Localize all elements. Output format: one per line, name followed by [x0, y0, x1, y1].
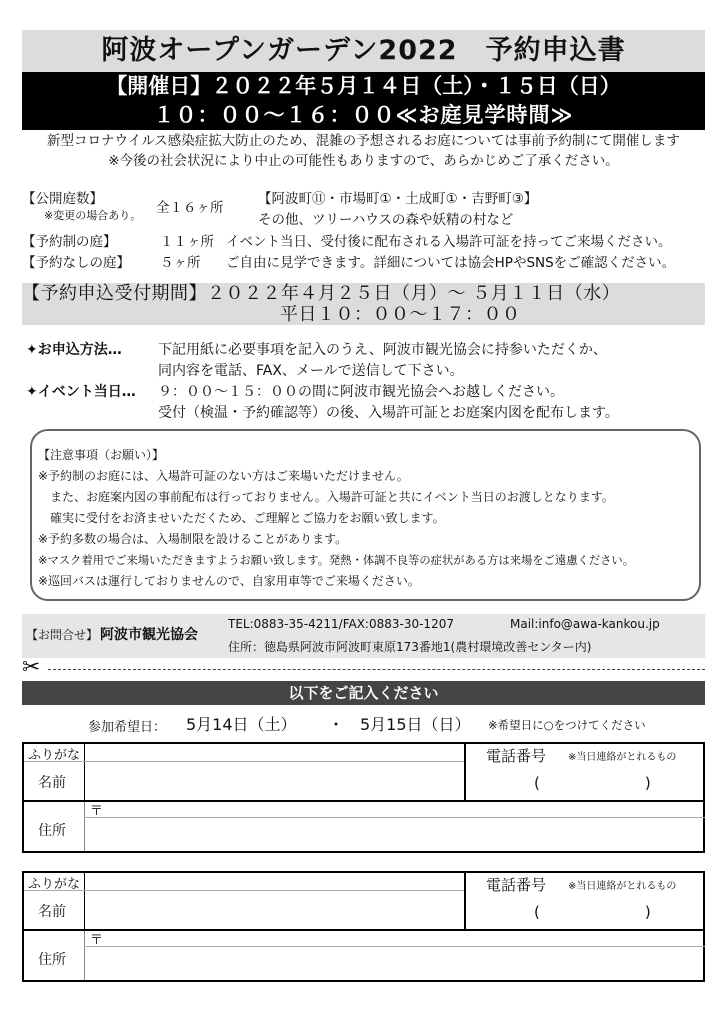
date-selection-label: 参加希望日：	[88, 720, 167, 735]
notice-title: 【注意事項（お願い）】	[38, 448, 165, 462]
open-gardens-label: 【公開庭数】	[22, 191, 103, 207]
open-gardens-extra: その他、ツリーハウスの森や妖精の村など	[258, 212, 514, 228]
reserved-gardens-count: １１ヶ所	[160, 234, 214, 250]
furigana-label: ふりがな	[28, 748, 81, 763]
address-divider	[24, 929, 703, 931]
notice-line: また、お庭案内図の事前配布は行っておりません。入場許可証と共にイベント当日のお渡しとなります。	[38, 490, 614, 504]
phone-input[interactable]: ( )	[534, 774, 651, 792]
notice-line: ※予約制のお庭には、入場許可証のない方はご来場いただけません。	[38, 469, 409, 483]
contact-email: Mail:info@awa-kankou.jp	[510, 617, 660, 631]
phone-column-divider	[464, 873, 466, 929]
reserved-gardens-label: 【予約制の庭】	[22, 234, 117, 250]
open-gardens-list: 【阿波町⑪・市場町①・土成町①・吉野町③】	[258, 191, 538, 207]
notice-line: ※マスク着用でご来場いただきますようお願い致します。発熱・体調不良等の症状がある方は来場をご遠慮ください。	[38, 554, 635, 567]
contact-organization: 阿波市観光協会	[100, 627, 198, 643]
cut-line	[48, 669, 705, 670]
period-dates: 【予約申込受付期間】２０２２年４月２５日（月）～ ５月１１日（水）	[22, 283, 621, 304]
label-column-divider	[84, 873, 85, 929]
postal-divider	[84, 817, 705, 818]
intro-line-2: ※今後の社会状況により中止の可能性もありますので、あらかじめご了承ください。	[108, 153, 619, 169]
address-label: 住所	[38, 823, 66, 839]
furigana-divider	[24, 890, 464, 891]
furigana-label: ふりがな	[28, 877, 81, 892]
apply-method-text-2: 同内容を電話、FAX、メールで送信して下さい。	[158, 363, 464, 379]
name-label: 名前	[38, 775, 66, 791]
application-form-2	[22, 871, 705, 982]
label-column-divider	[84, 800, 85, 851]
intro-line-1: 新型コロナウイルス感染症拡大防止のため、混雑の予想されるお庭については事前予約制にて開催します	[47, 133, 680, 149]
notice-line: ※巡回バスは運行しておりませんので、自家用車等でご来場ください。	[38, 574, 420, 588]
date-option-may15[interactable]: 5月15日（日）	[360, 715, 471, 734]
phone-column-divider	[464, 744, 466, 800]
date-option-may14[interactable]: 5月14日（土）	[186, 715, 297, 734]
notice-line: 確実に受付をお済ませいただくため、ご理解とご協力をお願い致します。	[38, 511, 445, 525]
apply-method-label: ✦お申込方法…	[26, 342, 122, 358]
address-divider	[24, 800, 703, 802]
event-time-line: １０：００～１６：００≪お庭見学時間≫	[153, 103, 574, 127]
date-selection-note: ※希望日に○をつけてください	[488, 718, 646, 732]
notice-line: ※予約多数の場合は、入場制限を設けることがあります。	[38, 532, 348, 546]
postal-mark: 〒	[90, 933, 104, 948]
event-day-text-1: ９：００～１５：００の間に阿波市観光協会へお越しください。	[158, 384, 564, 400]
free-gardens-count: ５ヶ所	[160, 255, 201, 271]
application-form-1	[22, 742, 705, 853]
label-column-divider	[84, 929, 85, 980]
contact-label: 【お問合せ】	[26, 628, 99, 642]
furigana-divider	[24, 761, 464, 762]
event-day-text-2: 受付（検温・予約確認等）の後、入場許可証とお庭案内図を配布します。	[158, 405, 619, 421]
contact-address: 住所：徳島県阿波市阿波町東原173番地1(農村環境改善センター内)	[228, 640, 592, 654]
page-title: 阿波オープンガーデン2022 予約申込書	[22, 30, 705, 72]
phone-label: 電話番号	[486, 747, 547, 765]
name-label: 名前	[38, 904, 66, 920]
label-column-divider	[84, 744, 85, 800]
address-label: 住所	[38, 952, 66, 968]
notice-box	[30, 429, 701, 601]
open-gardens-note: ※変更の場合あり。	[44, 209, 142, 222]
form-header: 以下をご記入ください	[22, 681, 705, 705]
phone-input[interactable]: ( )	[534, 903, 651, 921]
intro-text	[22, 131, 705, 171]
name-input[interactable]	[86, 763, 462, 798]
postal-mark: 〒	[90, 804, 104, 819]
free-gardens-desc: ご自由に見学できます。詳細については協会HPやSNSをご確認ください。	[226, 255, 676, 271]
reservation-period	[22, 283, 705, 325]
name-input[interactable]	[86, 892, 462, 927]
scissors-icon: ✂	[22, 655, 41, 680]
apply-method-text-1: 下記用紙に必要事項を記入のうえ、阿波市観光協会に持参いただくか、	[158, 342, 607, 358]
reserved-gardens-desc: イベント当日、受付後に配布される入場許可証を持ってご来場ください。	[226, 234, 672, 250]
period-hours: 平日１０：００～１７：００	[280, 304, 521, 325]
phone-note: ※当日連絡がとれるもの	[568, 752, 677, 763]
phone-note: ※当日連絡がとれるもの	[568, 881, 677, 892]
event-date-banner	[22, 72, 705, 130]
contact-info	[22, 614, 705, 658]
postal-divider	[84, 946, 705, 947]
address-input[interactable]	[86, 819, 703, 850]
event-day-label: ✦イベント当日…	[26, 384, 136, 400]
free-gardens-label: 【予約なしの庭】	[22, 255, 130, 271]
address-input[interactable]	[86, 948, 703, 979]
contact-tel-fax: TEL:0883-35-4211/FAX:0883-30-1207	[228, 617, 454, 631]
phone-label: 電話番号	[486, 876, 547, 894]
open-gardens-count: 全１６ヶ所	[156, 200, 224, 216]
event-date-line: 【開催日】２０２２年５月１４日（土）・１５日（日）	[106, 74, 621, 98]
date-separator: ・	[328, 715, 345, 734]
